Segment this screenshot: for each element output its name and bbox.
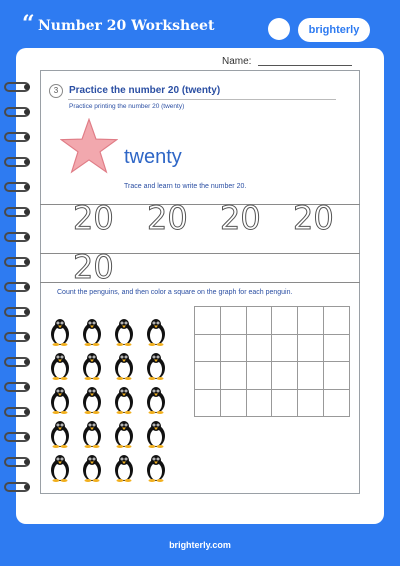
penguin-icon <box>80 420 104 448</box>
worksheet-title: Number 20 Worksheet <box>38 18 215 34</box>
graph-square[interactable] <box>195 389 221 417</box>
graph-square[interactable] <box>195 334 221 362</box>
graph-square[interactable] <box>220 334 246 362</box>
binding-ring-icon <box>4 482 34 494</box>
binding-ring-icon <box>4 282 34 294</box>
graph-square[interactable] <box>298 362 324 390</box>
penguin-icon <box>144 352 168 380</box>
penguin-icon <box>112 420 136 448</box>
graph-square[interactable] <box>298 307 324 335</box>
graph-square[interactable] <box>298 389 324 417</box>
penguin-icon <box>144 386 168 414</box>
penguin-icon <box>112 454 136 482</box>
penguin-icon <box>48 420 72 448</box>
name-label: Name: <box>222 56 252 67</box>
penguin-icon <box>48 454 72 482</box>
penguin-icon <box>80 352 104 380</box>
penguin-icon <box>48 318 72 346</box>
graph-square[interactable] <box>220 307 246 335</box>
graph-square[interactable] <box>246 334 272 362</box>
graph-square[interactable] <box>246 389 272 417</box>
exercise-heading: Practice the number 20 (twenty) <box>69 85 221 96</box>
graph-square[interactable] <box>195 307 221 335</box>
penguin-icon <box>144 420 168 448</box>
trace-number[interactable]: 20 <box>293 199 334 237</box>
binding-ring-icon <box>4 332 34 344</box>
penguin-icon <box>48 352 72 380</box>
binding-ring-icon <box>4 307 34 319</box>
graph-square[interactable] <box>272 389 298 417</box>
graph-square[interactable] <box>246 362 272 390</box>
penguin-icon <box>48 386 72 414</box>
exercise-number-badge: 3 <box>49 84 63 98</box>
trace-number[interactable]: 20 <box>73 199 114 237</box>
binding-ring-icon <box>4 457 34 469</box>
binding-ring-icon <box>4 182 34 194</box>
binding-ring-icon <box>4 157 34 169</box>
graph-square[interactable] <box>298 334 324 362</box>
circle-icon <box>268 18 290 40</box>
binding-ring-icon <box>4 407 34 419</box>
binding-ring-icon <box>4 357 34 369</box>
graph-square[interactable] <box>324 389 350 417</box>
binding-ring-icon <box>4 382 34 394</box>
star-icon <box>60 118 118 174</box>
graph-square[interactable] <box>324 307 350 335</box>
binding-ring-icon <box>4 232 34 244</box>
graph-square[interactable] <box>324 362 350 390</box>
graph-square[interactable] <box>324 334 350 362</box>
graph-square[interactable] <box>195 362 221 390</box>
penguin-icon <box>112 352 136 380</box>
brighterly-logo[interactable]: brighterly <box>298 18 370 42</box>
graph-square[interactable] <box>220 362 246 390</box>
binding-ring-icon <box>4 82 34 94</box>
trace-instruction: Trace and learn to write the number 20. <box>124 183 247 190</box>
binding-ring-icon <box>4 257 34 269</box>
graph-square[interactable] <box>272 307 298 335</box>
graph-square[interactable] <box>272 362 298 390</box>
penguin-icon <box>144 454 168 482</box>
penguin-icon <box>80 318 104 346</box>
number-word: twenty <box>124 146 182 168</box>
binding-ring-icon <box>4 207 34 219</box>
footer-url[interactable]: brighterly.com <box>169 540 231 550</box>
quote-mark-icon: “ <box>22 11 35 37</box>
binding-ring-icon <box>4 107 34 119</box>
penguin-group <box>48 318 172 488</box>
trace-number[interactable]: 20 <box>73 248 114 286</box>
coloring-graph <box>194 306 350 417</box>
trace-number[interactable]: 20 <box>147 199 188 237</box>
penguin-icon <box>80 386 104 414</box>
graph-square[interactable] <box>272 334 298 362</box>
spiral-binding <box>4 82 34 502</box>
trace-number[interactable]: 20 <box>220 199 261 237</box>
heading-divider <box>68 99 336 100</box>
binding-ring-icon <box>4 132 34 144</box>
graph-square[interactable] <box>246 307 272 335</box>
penguin-icon <box>112 318 136 346</box>
graph-square[interactable] <box>220 389 246 417</box>
penguin-icon <box>144 318 168 346</box>
name-field-line[interactable] <box>258 65 352 66</box>
exercise-subheading: Practice printing the number 20 (twenty) <box>69 103 185 110</box>
penguin-icon <box>112 386 136 414</box>
penguin-icon <box>80 454 104 482</box>
count-instruction: Count the penguins, and then color a square on the graph for each penguin. <box>57 289 293 296</box>
binding-ring-icon <box>4 432 34 444</box>
